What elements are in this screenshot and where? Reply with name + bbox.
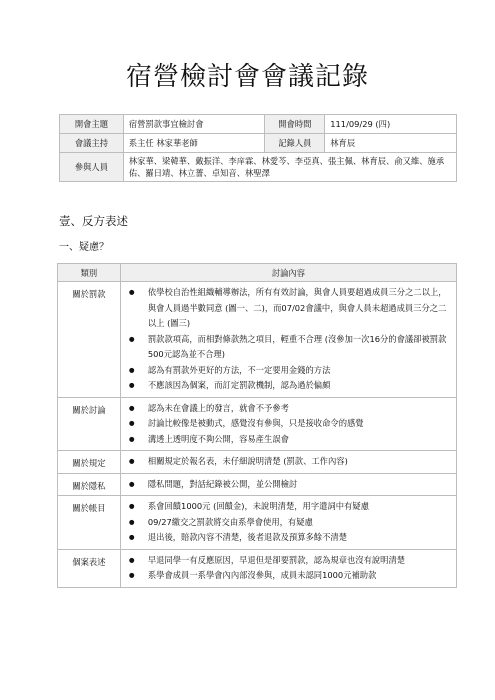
topic-label: 開會主題 xyxy=(60,115,124,134)
bullet-item: ● 溝透上透明度不夠公開，容易產生誤會 xyxy=(126,432,451,448)
content-cell xyxy=(120,549,456,587)
category-cell: 個案表述 xyxy=(58,549,121,587)
discussion-row xyxy=(58,397,457,451)
meeting-info-table xyxy=(59,114,457,182)
topic-value: 宿營罰款事宜檢討會 xyxy=(123,115,265,134)
category-cell: 關於隱私 xyxy=(58,473,121,496)
meta-row xyxy=(60,134,457,153)
discussion-row xyxy=(58,496,457,550)
time-label: 開會時間 xyxy=(265,115,325,134)
bullet-item: ● 09/27繳交之罰款將交由系學會使用，有疑慮 xyxy=(126,515,451,531)
meta-row xyxy=(60,115,457,134)
bullet-item: ● 認為有罰款外更好的方法，不一定要用金錢的方法 xyxy=(126,363,451,379)
content-cell xyxy=(120,496,456,550)
time-value: 111/09/29 (四) xyxy=(325,115,457,134)
bullet-list xyxy=(126,454,451,470)
content-cell xyxy=(120,397,456,451)
category-cell: 關於罰款 xyxy=(58,282,121,398)
content-cell xyxy=(120,451,456,474)
bullet-item: ● 早退同學一有反應原因，早退但是卻要罰款，認為規章也沒有說明清楚 xyxy=(126,553,451,569)
bullet-list xyxy=(126,285,451,394)
section-heading: 壹、反方表述 xyxy=(59,214,128,228)
discussion-header-row xyxy=(58,264,457,282)
bullet-item: ● 系會回饋1000元 (回饋金)，未說明清楚，用字遣詞中有疑慮 xyxy=(126,499,451,515)
category-cell: 關於討論 xyxy=(58,397,121,451)
bullet-item: ● 依學校自治性組織輔導辦法，所有有效討論，與會人員要超過成員三分之二以上，與會人員過半數同意 (圖一、二)，而07/02會議中，與會人員未超過成員三分之二以上 (圖三) xyxy=(126,285,451,332)
discussion-row xyxy=(58,473,457,496)
content-cell xyxy=(120,282,456,398)
bullet-list xyxy=(126,499,451,546)
host-label: 會議主持 xyxy=(60,134,124,153)
bullet-list xyxy=(126,553,451,584)
bullet-item: ● 討論比較像是被動式，感覺沒有參與，只是接收命令的感覺 xyxy=(126,416,451,432)
category-cell: 關於規定 xyxy=(58,451,121,474)
attendees-label: 參與人員 xyxy=(60,153,124,182)
discussion-row xyxy=(58,549,457,587)
meta-row xyxy=(60,153,457,182)
attendees-value: 林家華、梁韓華、戴振洋、李庠霖、林愛芩、李亞真、張主佩、林育辰、俞又維、施承佑、羅日靖、林立薔、卓知音、林聖澤 xyxy=(123,153,456,182)
discussion-body xyxy=(58,282,457,588)
discussion-row xyxy=(58,282,457,398)
bullet-item: ● 認為未在會議上的發言，就會不予參考 xyxy=(126,401,451,417)
category-header: 類別 xyxy=(58,264,121,282)
page-title: 宿營檢討會會議記錄 xyxy=(125,62,369,92)
bullet-list xyxy=(126,477,451,493)
content-header: 討論內容 xyxy=(120,264,456,282)
content-cell xyxy=(120,473,456,496)
bullet-item: ● 系學會成員一系學會內內部沒參與，成員未認同1000元補助款 xyxy=(126,568,451,584)
bullet-item: ● 隱私問題，對話紀錄被公開，並公開檢討 xyxy=(126,477,451,493)
discussion-table xyxy=(57,263,457,588)
bullet-item: ● 相關規定於報名表，未仔細說明清楚 (罰款、工作內容) xyxy=(126,454,451,470)
recorder-label: 記錄人員 xyxy=(265,134,325,153)
discussion-row xyxy=(58,451,457,474)
category-cell: 關於帳目 xyxy=(58,496,121,550)
recorder-value: 林育辰 xyxy=(325,134,457,153)
host-value: 系主任 林家華老師 xyxy=(123,134,265,153)
bullet-list xyxy=(126,401,451,448)
bullet-item: ● 退出後，賠款內容不清楚，後者退款及預算多餘不清楚 xyxy=(126,530,451,546)
bullet-item: ● 不應該因為個案，而訂定罰款機制，認為過於偏頗 xyxy=(126,378,451,394)
bullet-item: ● 罰款款項高，而相對條款熱之項目，輕重不合理 (沒參加一次16分的會議卻被罰款500元認為並不合理) xyxy=(126,332,451,363)
sub-heading: 一、疑慮？ xyxy=(59,242,109,253)
